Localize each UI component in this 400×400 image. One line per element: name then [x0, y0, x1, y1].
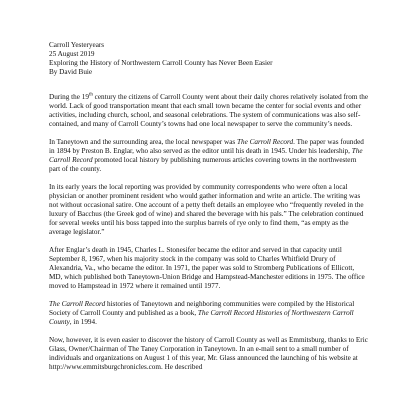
publication-name: Carroll Yesteryears — [49, 41, 105, 49]
book-title: The Carroll Record Histories of Northwestern Carroll County — [49, 309, 354, 326]
paragraph-5-text-a: histories of Taneytown and neighboring communities were compiled by the Historical Society of Carroll County and published as a book, — [49, 300, 355, 317]
article-date: 25 August 2019 — [49, 50, 95, 58]
article-body — [49, 93, 369, 381]
paragraph-1-text-b: century the citizens of Carroll County went about their daily chores relatively isolated from the world. Lack of good transportation meant that each small town became the center for social events and other activities, including church, school, and seasonal celebrations. The system of communications was also self-contained, and many of Carroll County’s towns had one local newspaper to serve the community’s needs. — [49, 93, 369, 128]
paragraph-2-text-c: promoted local history by publishing numerous articles covering towns in the northwestern part of the county. — [49, 156, 357, 173]
paragraph-1-text-a: During the 19 — [49, 93, 89, 101]
paragraph-5 — [49, 300, 369, 327]
newspaper-title: The Carroll Record — [49, 300, 106, 308]
paragraph-2-text-b: . The paper was founded in 1894 by Preston B. Englar, who also served as the editor until his death in 1945. Under his leadership, — [49, 138, 364, 155]
newspaper-title: The Carroll Record — [49, 147, 363, 164]
paragraph-2-text-a: In Taneytown and the surrounding area, the local newspaper was — [49, 138, 237, 146]
article-header — [49, 41, 273, 77]
paragraph-5-text-b: , in 1994. — [69, 318, 97, 326]
newspaper-title: The Carroll Record — [236, 138, 294, 146]
paragraph-6: Now, however, it is even easier to discover the history of Carroll County as well as Emmitsburg, thanks to Eric Glass, Owner/Chairman of The Taney Corporation in Taneytown. In an e-mail sent to a small number of individuals and organizations on August 1 of this year, Mr. Glass announced the launching of his website at http://www.emmitsburgchronicles.com. He described — [49, 336, 368, 371]
paragraph-2 — [49, 138, 369, 174]
paragraph-1 — [49, 93, 369, 129]
article-byline: By David Buie — [49, 68, 93, 76]
paragraph-3: In its early years the local reporting was provided by community correspondents who were often a local physician or another prominent resident who would gather information and write an article. The writing was not without occasional satire. One account of a petty theft details an employee who “frequently reveled in the luxury of Bacchus (the Greek god of wine) and shared the beverage with his pals.” The celebration continued for several weeks until his boss tapped into the surplus barrels of rye only to find them, “as empty as the average legislator.” — [49, 183, 364, 236]
ordinal-superscript: th — [88, 92, 93, 98]
paragraph-4: After Englar’s death in 1945, Charles L. Stonesifer became the editor and served in that capacity until September 8, 1967, when his majority stock in the company was sold to Charles Whitfield Drury of Alexandria, Va., who became the editor. In 1971, the paper was sold to Stromberg Publications of Ellicott, MD, which published both Taneytown-Union Bridge and Hampstead-Manchester editions in 1975. The office moved to Hampstead in 1972 where it remained until 1977. — [49, 246, 365, 290]
article-title: Exploring the History of Northwestern Carroll County has Never Been Easier — [49, 59, 273, 67]
